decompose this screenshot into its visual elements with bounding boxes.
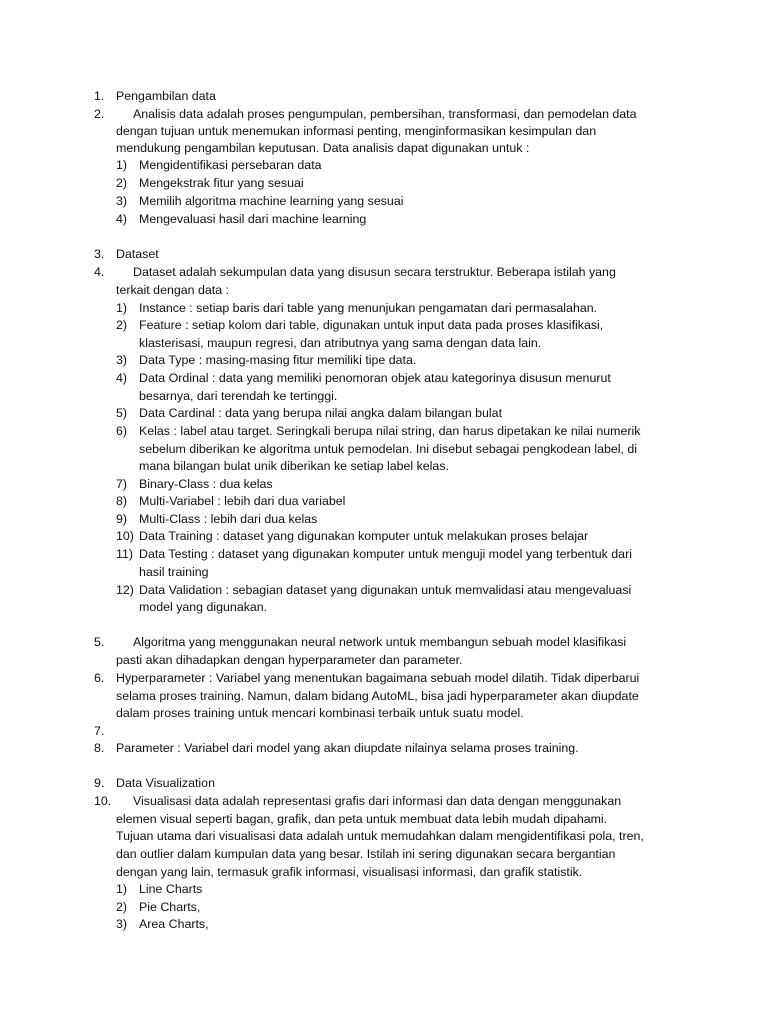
paragraph-line: terkait dengan data : bbox=[116, 283, 229, 297]
sub-item-text: mana bilangan bulat unik diberikan ke setiap label kelas. bbox=[139, 459, 449, 473]
sub-item-text: Data Testing : dataset yang digunakan komputer untuk menguji model yang terbentuk dari bbox=[139, 547, 632, 561]
item-number: 4. bbox=[94, 265, 105, 279]
sub-item-text: Mengekstrak fitur yang sesuai bbox=[139, 176, 304, 190]
item-number: 8. bbox=[94, 741, 105, 755]
sub-item-text: Data Ordinal : data yang memiliki penomoran objek atau kategorinya disusun menurut bbox=[139, 371, 611, 385]
sub-item-number: 1) bbox=[116, 301, 128, 315]
sub-item-number: 4) bbox=[116, 212, 128, 226]
sub-item-text: besarnya, dari terendah ke tertinggi. bbox=[139, 389, 338, 403]
paragraph-line: pasti akan dihadapkan dengan hyperparameter dan parameter. bbox=[116, 653, 463, 667]
sub-item-number: 12) bbox=[116, 583, 134, 597]
item-number: 5. bbox=[94, 635, 105, 649]
paragraph-line: Visualisasi data adalah representasi grafis dari informasi dan data dengan menggunakan bbox=[133, 794, 622, 808]
sub-item-text: Kelas : label atau target. Seringkali berupa nilai string, dan harus dipetakan ke nilai numerik bbox=[139, 424, 641, 438]
sub-item-number: 10) bbox=[116, 529, 134, 543]
sub-item-number: 1) bbox=[116, 882, 128, 896]
sub-item-text: sebelum diberikan ke algoritma untuk pemodelan. Ini disebut sebagai pengkodean label, di bbox=[139, 442, 638, 456]
sub-item-number: 6) bbox=[116, 424, 128, 438]
paragraph-line: Dataset adalah sekumpulan data yang disusun secara terstruktur. Beberapa istilah yang bbox=[133, 265, 616, 279]
sub-item-text: Binary-Class : dua kelas bbox=[139, 477, 273, 491]
item-number: 1. bbox=[94, 89, 105, 103]
sub-item-number: 8) bbox=[116, 494, 128, 508]
paragraph-line: elemen visual seperti bagan, grafik, dan peta untuk membuat data lebih mudah dipahami. bbox=[116, 812, 608, 826]
sub-item-text: model yang digunakan. bbox=[139, 600, 268, 614]
sub-item-text: Data Type : masing-masing fitur memiliki tipe data. bbox=[139, 353, 417, 367]
item-number: 3. bbox=[94, 247, 105, 261]
paragraph-line: dalam proses training untuk mencari kombinasi terbaik untuk suatu model. bbox=[116, 706, 524, 720]
sub-item-number: 2) bbox=[116, 900, 128, 914]
paragraph-line: dengan yang lain, termasuk grafik informasi, visualisasi informasi, dan grafik statistik. bbox=[116, 865, 583, 879]
sub-item-number: 1) bbox=[116, 158, 128, 172]
sub-item-number: 4) bbox=[116, 371, 128, 385]
sub-item-text: Mengidentifikasi persebaran data bbox=[139, 158, 322, 172]
item-number: 9. bbox=[94, 776, 105, 790]
sub-item-text: Feature : setiap kolom dari table, digunakan untuk input data pada proses klasifikasi, bbox=[139, 318, 604, 332]
sub-item-text: Multi-Class : lebih dari dua kelas bbox=[139, 512, 318, 526]
sub-item-number: 3) bbox=[116, 353, 128, 367]
sub-item-text: Data Training : dataset yang digunakan komputer untuk melakukan proses belajar bbox=[139, 529, 589, 543]
sub-item-text: hasil training bbox=[139, 565, 209, 579]
paragraph-line: mendukung pengambilan keputusan. Data analisis dapat digunakan untuk : bbox=[116, 141, 530, 155]
sub-item-number: 2) bbox=[116, 176, 128, 190]
sub-item-number: 7) bbox=[116, 477, 128, 491]
sub-item-number: 11) bbox=[116, 547, 133, 561]
item-number: 2. bbox=[94, 107, 105, 121]
paragraph-line: Analisis data adalah proses pengumpulan, pembersihan, transformasi, dan pemodelan data bbox=[133, 107, 637, 121]
sub-item-text: Line Charts bbox=[139, 882, 203, 896]
heading-dataset: Dataset bbox=[116, 247, 159, 261]
sub-item-text: Mengevaluasi hasil dari machine learning bbox=[139, 212, 367, 226]
paragraph-line: Tujuan utama dari visualisasi data adalah untuk memudahkan dalam mengidentifikasi pola, tren, bbox=[116, 829, 644, 843]
paragraph-line: Hyperparameter : Variabel yang menentukan bagaimana sebuah model dilatih. Tidak diperbarui bbox=[116, 671, 640, 685]
sub-item-text: Instance : setiap baris dari table yang menunjukan pengamatan dari permasalahan. bbox=[139, 301, 598, 315]
paragraph-line: selama proses training. Namun, dalam bidang AutoML, bisa jadi hyperparameter akan diupdate bbox=[116, 689, 639, 703]
sub-item-text: Pie Charts, bbox=[139, 900, 201, 914]
paragraph-line: Algoritma yang menggunakan neural network untuk membangun sebuah model klasifikasi bbox=[133, 635, 627, 649]
sub-item-text: Memilih algoritma machine learning yang sesuai bbox=[139, 194, 404, 208]
item-number: 10. bbox=[94, 794, 112, 808]
sub-item-text: Data Cardinal : data yang berupa nilai angka dalam bilangan bulat bbox=[139, 406, 503, 420]
paragraph-line: dengan tujuan untuk menemukan informasi penting, menginformasikan kesimpulan dan bbox=[116, 124, 597, 138]
item-number: 7. bbox=[94, 724, 105, 738]
heading-pengambilan-data: Pengambilan data bbox=[116, 89, 216, 103]
sub-item-text: Data Validation : sebagian dataset yang digunakan untuk memvalidasi atau mengevaluasi bbox=[139, 583, 632, 597]
sub-item-text: klasterisasi, maupun regresi, dan atributnya yang sama dengan data lain. bbox=[139, 336, 542, 350]
sub-item-text: Area Charts, bbox=[139, 917, 209, 931]
sub-item-number: 5) bbox=[116, 406, 128, 420]
paragraph-line: Parameter : Variabel dari model yang akan diupdate nilainya selama proses training. bbox=[116, 741, 579, 755]
item-number: 6. bbox=[94, 671, 105, 685]
sub-item-number: 3) bbox=[116, 194, 128, 208]
sub-item-text: Multi-Variabel : lebih dari dua variabel bbox=[139, 494, 346, 508]
sub-item-number: 9) bbox=[116, 512, 128, 526]
sub-item-number: 3) bbox=[116, 917, 128, 931]
heading-data-visualization: Data Visualization bbox=[116, 776, 215, 790]
paragraph-line: dan outlier dalam kumpulan data yang besar. Istilah ini sering digunakan secara bergantian bbox=[116, 847, 616, 861]
sub-item-number: 2) bbox=[116, 318, 128, 332]
